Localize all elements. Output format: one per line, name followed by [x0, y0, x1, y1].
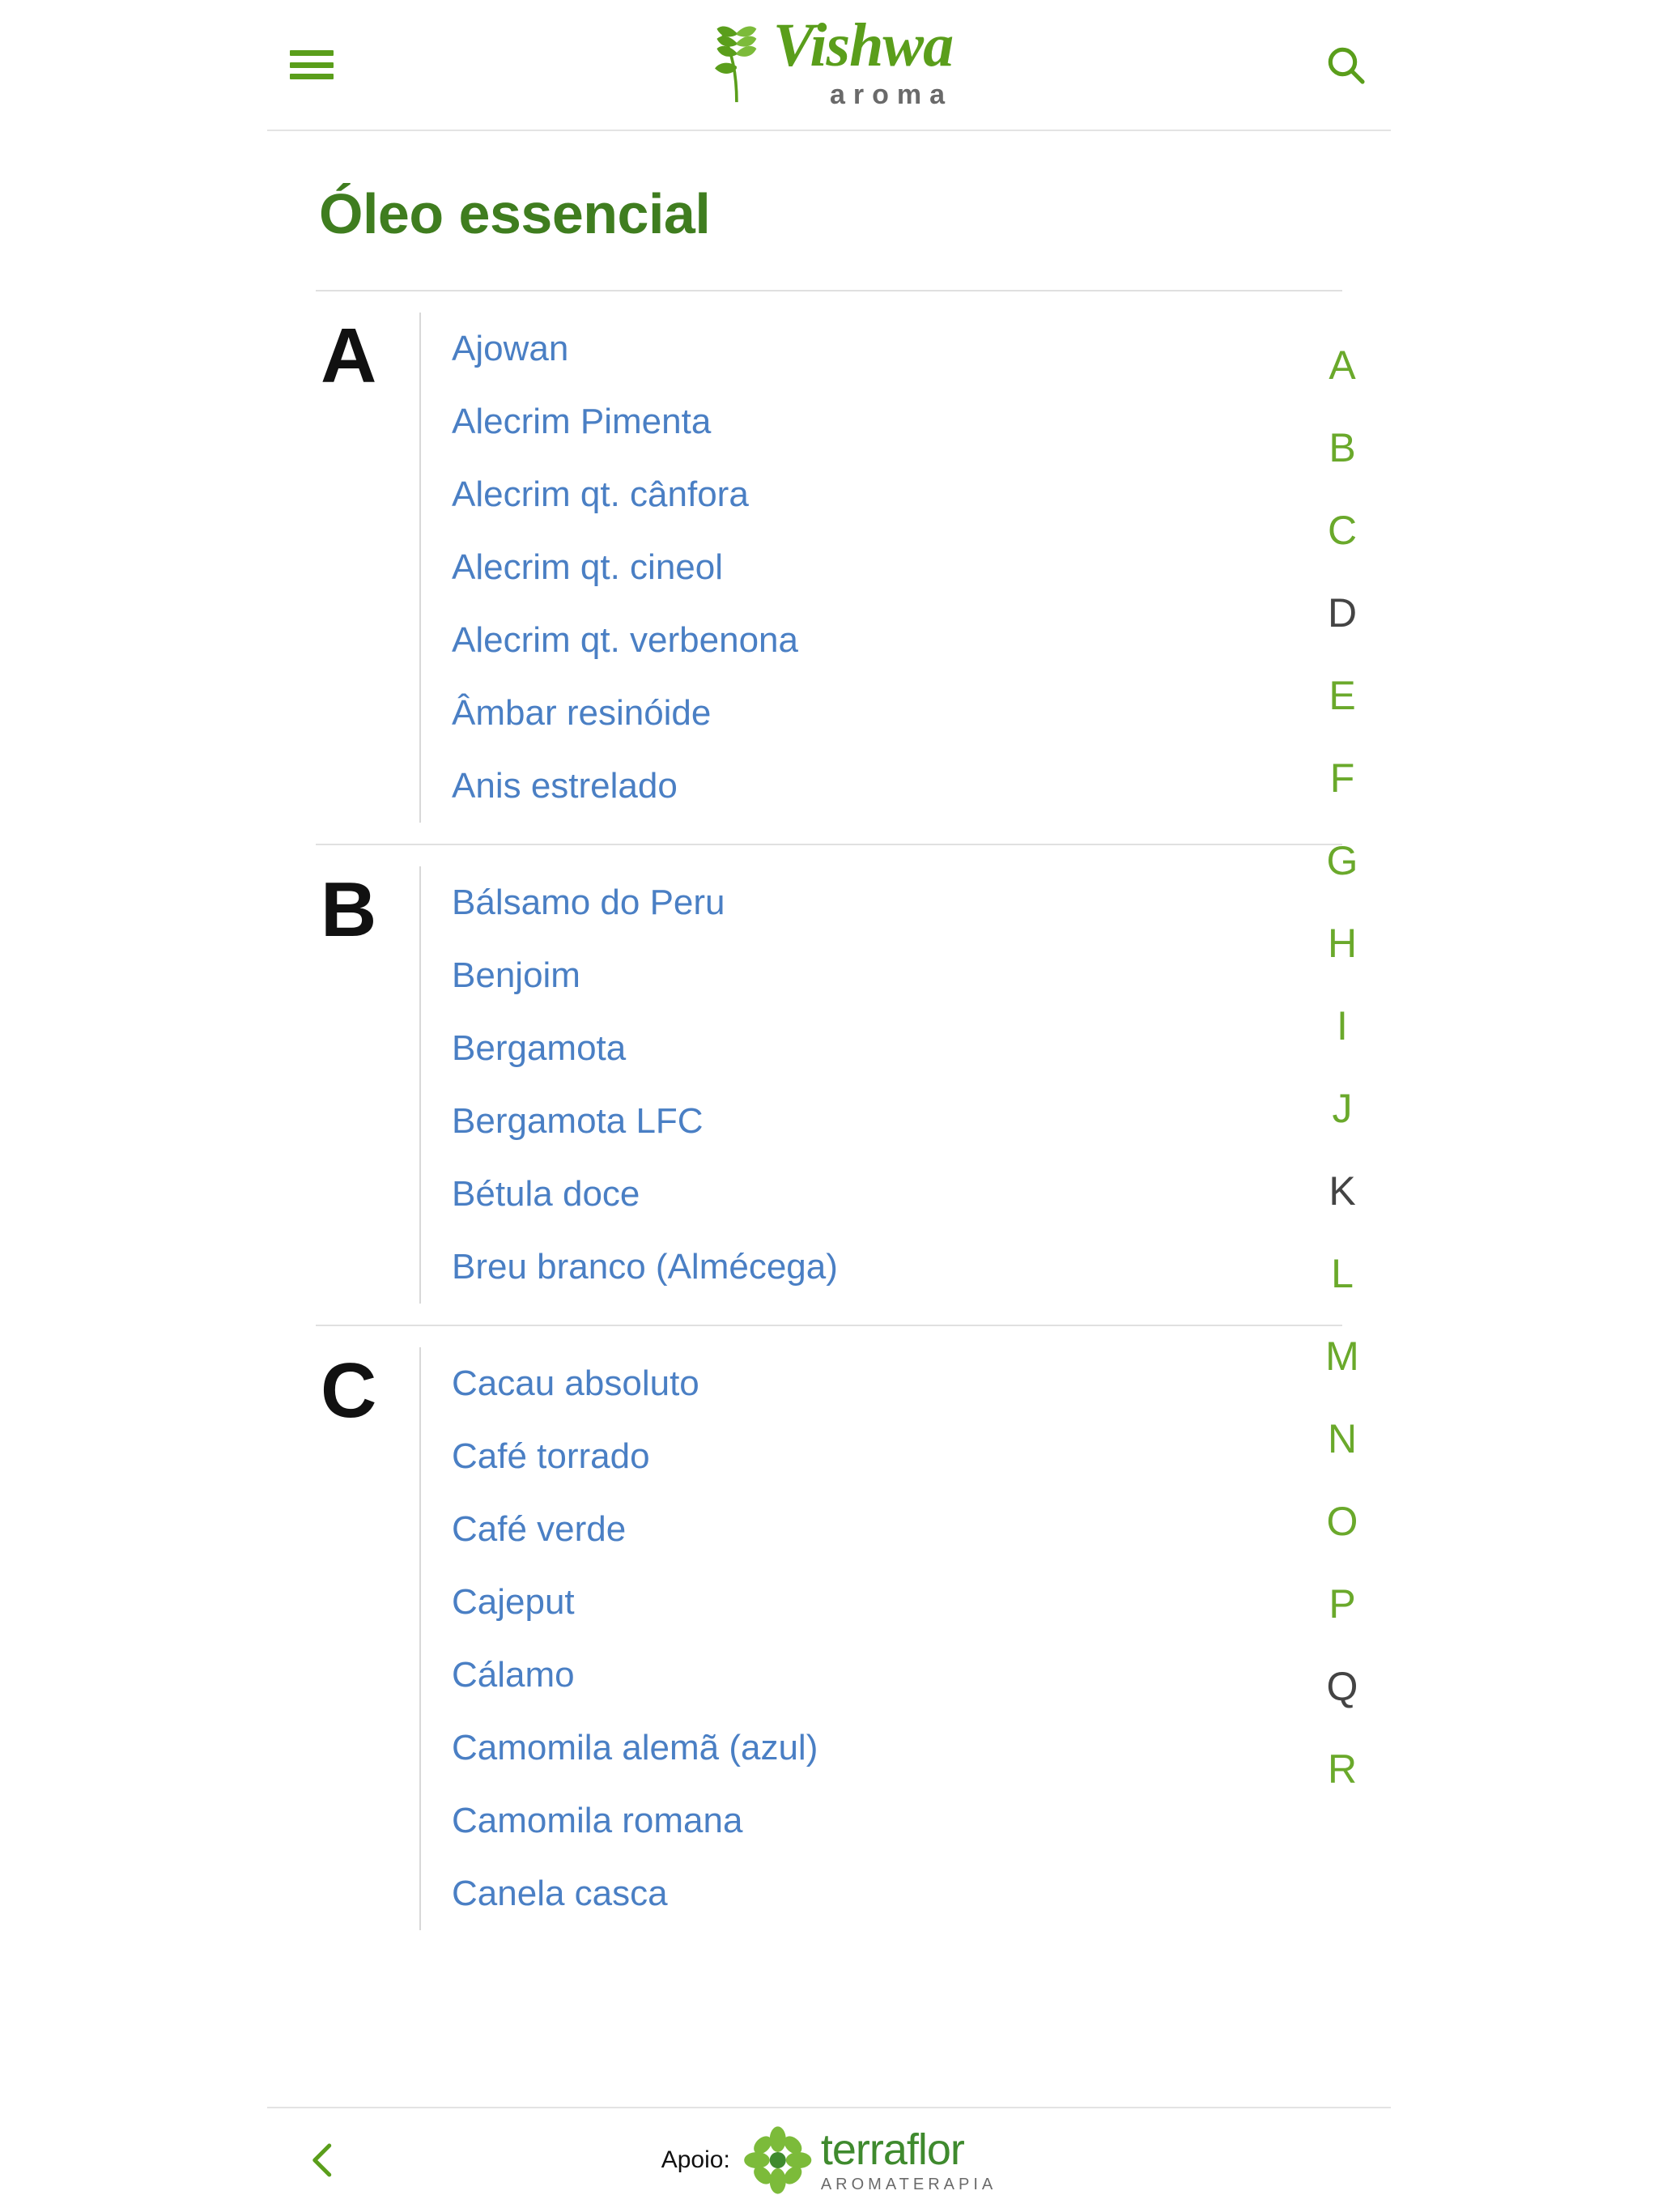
letter-groups	[316, 291, 1342, 1951]
apoio-label: Apoio:	[661, 2146, 730, 2173]
alphabet-index-rail[interactable]	[1294, 324, 1391, 1810]
list-item[interactable]: Café verde	[452, 1509, 627, 1549]
list-item[interactable]: Alecrim qt. cânfora	[452, 474, 749, 514]
letter-group	[316, 1326, 1342, 1951]
alpha-index-k[interactable]: K	[1329, 1168, 1356, 1214]
list-item[interactable]: Âmbar resinóide	[452, 693, 712, 733]
group-letter: B	[321, 866, 377, 953]
leaf-icon	[705, 17, 768, 106]
group-items	[419, 866, 1342, 1304]
alpha-index-n[interactable]: N	[1327, 1416, 1358, 1461]
site-logo[interactable]	[705, 11, 954, 110]
sponsor-logo[interactable]	[743, 2125, 997, 2195]
alpha-index-h[interactable]: H	[1327, 921, 1358, 966]
alpha-index-g[interactable]: G	[1326, 838, 1358, 883]
list-item[interactable]: Anis estrelado	[452, 766, 678, 806]
page-title: Óleo essencial	[319, 182, 711, 245]
group-items	[419, 1347, 1342, 1930]
app-header	[267, 0, 1391, 131]
list-item[interactable]: Alecrim qt. verbenona	[452, 620, 798, 660]
list-item[interactable]: Bergamota LFC	[452, 1101, 704, 1141]
list-item[interactable]: Café torrado	[452, 1436, 650, 1476]
list-item[interactable]: Bergamota	[452, 1028, 627, 1068]
group-letter: A	[321, 313, 377, 399]
list-item[interactable]: Cálamo	[452, 1655, 575, 1695]
alpha-index-c[interactable]: C	[1327, 508, 1358, 553]
alpha-index-b[interactable]: B	[1329, 425, 1356, 470]
list-item[interactable]: Ajowan	[452, 329, 569, 368]
alpha-index-d[interactable]: D	[1327, 590, 1358, 636]
alpha-index-i[interactable]: I	[1337, 1003, 1348, 1049]
list-item[interactable]: Cajeput	[452, 1582, 575, 1622]
alpha-index-r[interactable]: R	[1327, 1746, 1358, 1792]
page-bleed-right	[1391, 0, 1658, 2212]
alpha-index-p[interactable]: P	[1329, 1581, 1356, 1627]
alpha-index-e[interactable]: E	[1329, 673, 1356, 718]
list-item[interactable]: Cacau absoluto	[452, 1363, 699, 1403]
sponsor-area	[661, 2125, 997, 2195]
alpha-index-l[interactable]: L	[1331, 1251, 1354, 1296]
list-item[interactable]: Camomila alemã (azul)	[452, 1728, 818, 1767]
main-content	[267, 181, 1391, 1951]
list-item[interactable]: Bálsamo do Peru	[452, 883, 725, 922]
hamburger-icon[interactable]	[290, 47, 334, 83]
alpha-index-m[interactable]: M	[1325, 1334, 1359, 1379]
list-item[interactable]: Alecrim qt. cineol	[452, 547, 724, 587]
list-item[interactable]: Alecrim Pimenta	[452, 402, 712, 441]
list-item[interactable]: Canela casca	[452, 1874, 668, 1913]
group-letter: C	[321, 1347, 377, 1434]
sponsor-subtitle: AROMATERAPIA	[820, 2176, 997, 2193]
sponsor-name: terraflor	[820, 2125, 964, 2174]
list-item[interactable]: Breu branco (Almécega)	[452, 1247, 838, 1287]
logo-name: Vishwa	[772, 11, 954, 79]
alpha-index-a[interactable]: A	[1329, 342, 1356, 388]
page-bleed-left	[0, 0, 267, 2212]
flower-icon	[743, 2125, 813, 2195]
chevron-left-icon[interactable]	[300, 2136, 348, 2184]
alpha-index-j[interactable]: J	[1332, 1086, 1353, 1131]
search-icon[interactable]	[1323, 42, 1368, 87]
letter-group	[316, 291, 1342, 845]
list-item[interactable]: Camomila romana	[452, 1801, 743, 1840]
alpha-index-q[interactable]: Q	[1326, 1664, 1358, 1709]
logo-subtitle: aroma	[830, 79, 954, 110]
alpha-index-o[interactable]: O	[1326, 1499, 1358, 1544]
list-item[interactable]: Benjoim	[452, 955, 580, 995]
group-items	[419, 313, 1342, 823]
alpha-index-f[interactable]: F	[1329, 755, 1355, 801]
app-footer	[267, 2107, 1391, 2212]
list-item[interactable]: Bétula doce	[452, 1174, 640, 1214]
letter-group	[316, 845, 1342, 1326]
